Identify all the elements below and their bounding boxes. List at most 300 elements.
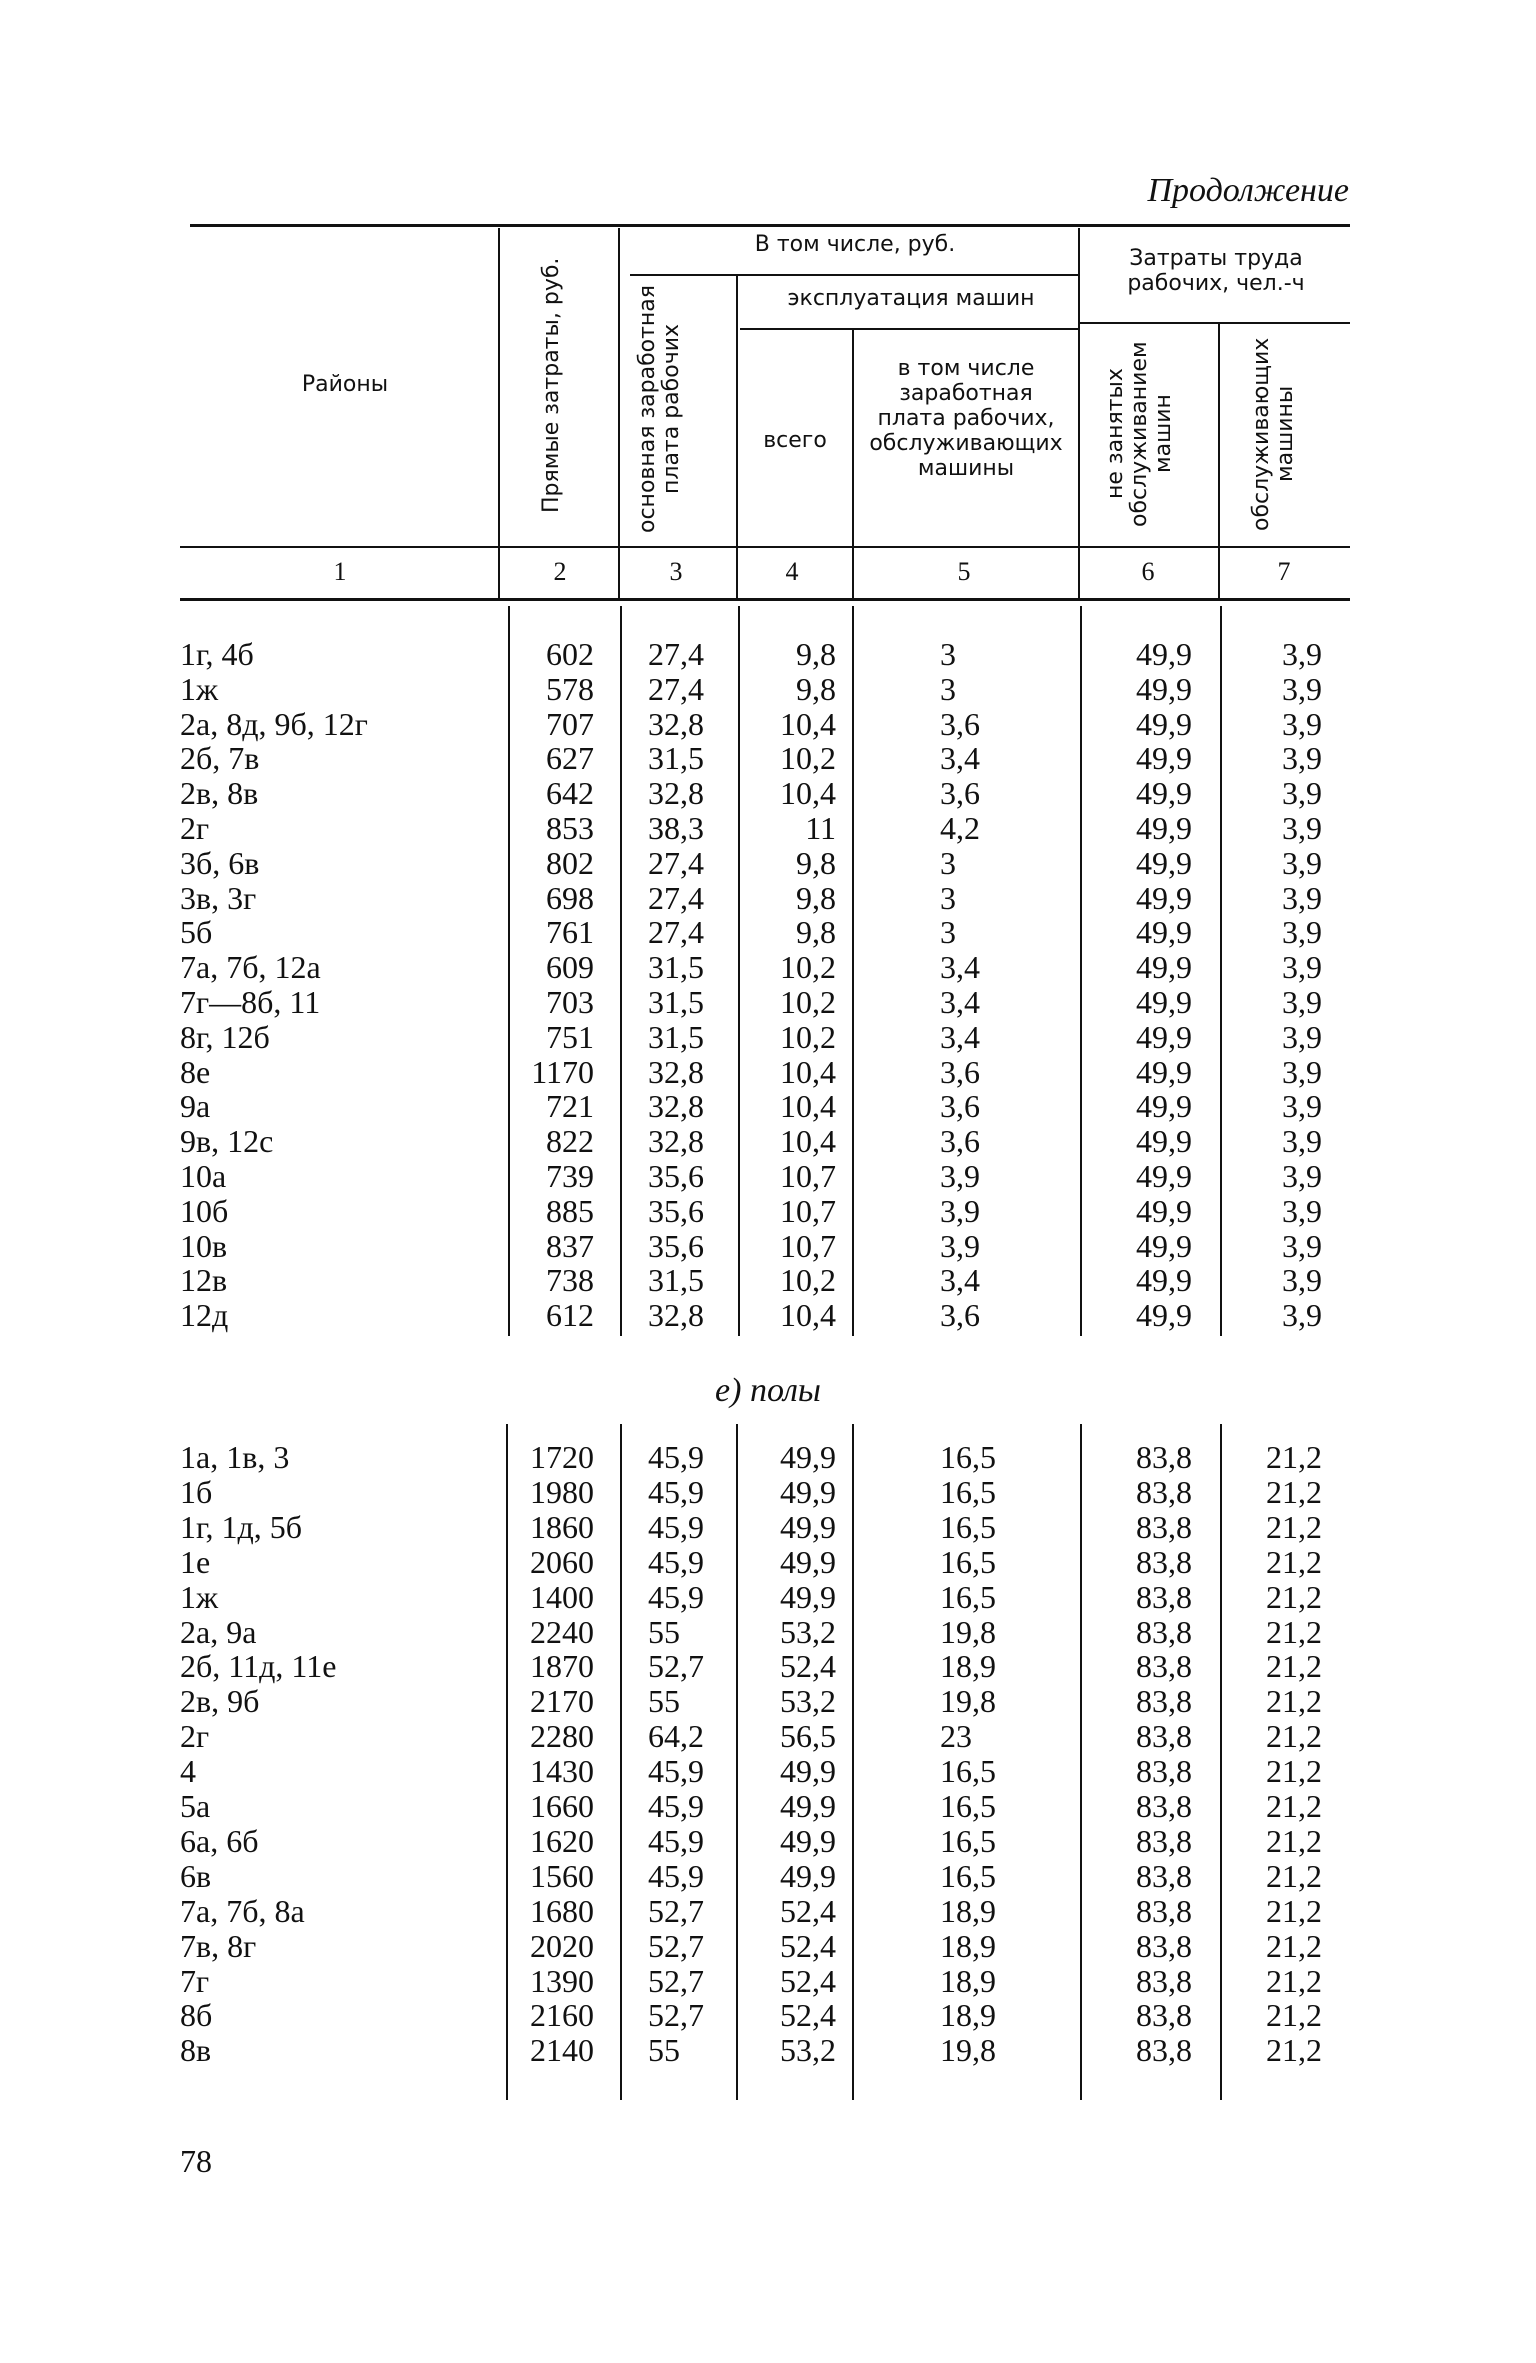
- value-cell-col2: 1430: [530, 1753, 594, 1790]
- value-cell-col3: 32,8: [648, 1088, 704, 1125]
- value-cell-col6: 49,9: [1136, 775, 1192, 812]
- value-cell-col3: 55: [648, 1613, 680, 1650]
- vrule: [1220, 606, 1222, 1336]
- col-number-7: 7: [1277, 557, 1291, 586]
- value-cell-col5: 16,5: [940, 1508, 996, 1545]
- value-cell-col6: 83,8: [1136, 1997, 1192, 2034]
- value-cell-col2: 642: [546, 775, 594, 812]
- vrule: [1078, 228, 1080, 600]
- value-cell-col2: 1390: [530, 1962, 594, 1999]
- value-cell-col5: 18,9: [940, 1927, 996, 1964]
- value-cell-col5: 3: [940, 636, 956, 672]
- value-cell-col7: 3,9: [1282, 1227, 1322, 1264]
- value-cell-col5: 3: [940, 914, 956, 951]
- district-cell: 1ж: [180, 1578, 219, 1615]
- value-cell-col4: 9,8: [796, 879, 836, 916]
- value-cell-col3: 52,7: [648, 1997, 704, 2034]
- value-cell-col7: 21,2: [1266, 1439, 1322, 1475]
- value-cell-col7: 21,2: [1266, 1857, 1322, 1894]
- value-cell-col6: 49,9: [1136, 1297, 1192, 1334]
- value-cell-col6: 49,9: [1136, 1192, 1192, 1229]
- value-cell-col7: 3,9: [1282, 984, 1322, 1020]
- value-cell-col6: 49,9: [1136, 1262, 1192, 1299]
- value-cell-col4: 9,8: [796, 914, 836, 951]
- value-cell-col2: 1980: [530, 1473, 594, 1510]
- header-including: В том числе, руб.: [754, 232, 956, 257]
- value-cell-col7: 3,9: [1282, 844, 1322, 881]
- value-cell-col5: 3,9: [940, 1192, 980, 1229]
- district-cell: 10в: [180, 1227, 228, 1264]
- value-cell-col5: 16,5: [940, 1543, 996, 1580]
- vrule: [1220, 1424, 1222, 2100]
- value-cell-col6: 83,8: [1136, 1962, 1192, 1999]
- value-cell-col2: 1720: [530, 1439, 594, 1475]
- value-cell-col5: 19,8: [940, 1683, 996, 1720]
- value-cell-col5: 16,5: [940, 1439, 996, 1475]
- value-cell-col5: 23: [940, 1718, 972, 1755]
- value-cell-col7: 3,9: [1282, 1053, 1322, 1090]
- value-cell-col4: 10,4: [780, 1053, 836, 1090]
- value-cell-col5: 16,5: [940, 1578, 996, 1615]
- value-cell-col5: 3,9: [940, 1227, 980, 1264]
- value-cell-col4: 49,9: [780, 1753, 836, 1790]
- value-cell-col2: 2140: [530, 2032, 594, 2069]
- value-cell-col3: 45,9: [648, 1822, 704, 1859]
- header-machine-operation: эксплуатация машин: [787, 286, 1035, 311]
- continuation-label: Продолжение: [1147, 172, 1349, 209]
- rule-including: [630, 274, 1080, 276]
- value-cell-col5: 3: [940, 670, 956, 707]
- value-cell-col7: 21,2: [1266, 1788, 1322, 1824]
- district-cell: 12в: [180, 1262, 228, 1299]
- value-cell-col4: 10,7: [780, 1158, 836, 1194]
- value-cell-col3: 27,4: [648, 914, 704, 951]
- value-cell-col5: 19,8: [940, 2032, 996, 2069]
- value-cell-col4: 10,7: [780, 1227, 836, 1264]
- value-cell-col3: 31,5: [648, 984, 704, 1020]
- value-cell-col7: 21,2: [1266, 1578, 1322, 1615]
- value-cell-col7: 3,9: [1282, 1297, 1322, 1334]
- value-cell-col2: 1620: [530, 1822, 594, 1859]
- vrule: [736, 276, 738, 600]
- value-cell-col7: 21,2: [1266, 1753, 1322, 1790]
- value-cell-col7: 21,2: [1266, 2032, 1322, 2069]
- section-2-title: е) полы: [715, 1372, 821, 1409]
- value-cell-col3: 32,8: [648, 1053, 704, 1090]
- value-cell-col5: 4,2: [940, 810, 980, 846]
- rule-labor: [1080, 322, 1350, 324]
- header-basic-wages: основная заработная плата рабочих: [635, 284, 684, 534]
- value-cell-col6: 49,9: [1136, 810, 1192, 846]
- value-cell-col6: 83,8: [1136, 1613, 1192, 1650]
- value-cell-col6: 49,9: [1136, 879, 1192, 916]
- value-cell-col7: 3,9: [1282, 636, 1322, 672]
- value-cell-col2: 1400: [530, 1578, 594, 1615]
- value-cell-col4: 10,4: [780, 775, 836, 812]
- vrule: [498, 228, 500, 600]
- district-cell: 8е: [180, 1053, 211, 1090]
- value-cell-col5: 3,6: [940, 1088, 980, 1125]
- value-cell-col3: 35,6: [648, 1192, 704, 1229]
- district-cell: 3б, 6в: [180, 844, 260, 881]
- value-cell-col7: 3,9: [1282, 1018, 1322, 1055]
- col-number-1: 1: [333, 557, 347, 586]
- value-cell-col7: 21,2: [1266, 1648, 1322, 1685]
- value-cell-col3: 32,8: [648, 775, 704, 812]
- vrule: [1080, 1424, 1082, 2100]
- value-cell-col6: 83,8: [1136, 1753, 1192, 1790]
- value-cell-col2: 739: [546, 1158, 594, 1194]
- value-cell-col3: 45,9: [648, 1753, 704, 1790]
- value-cell-col2: 885: [546, 1192, 594, 1229]
- value-cell-col4: 53,2: [780, 2032, 836, 2069]
- value-cell-col7: 21,2: [1266, 1683, 1322, 1720]
- value-cell-col4: 52,4: [780, 1997, 836, 2034]
- header-not-employed: не занятых обслуживанием машин: [1103, 341, 1176, 527]
- value-cell-col7: 3,9: [1282, 1158, 1322, 1194]
- value-cell-col6: 83,8: [1136, 1683, 1192, 1720]
- value-cell-col4: 52,4: [780, 1648, 836, 1685]
- value-cell-col3: 31,5: [648, 949, 704, 986]
- value-cell-col6: 83,8: [1136, 1578, 1192, 1615]
- vrule: [852, 606, 854, 1336]
- value-cell-col2: 612: [546, 1297, 594, 1334]
- value-cell-col5: 3,4: [940, 984, 980, 1020]
- value-cell-col6: 83,8: [1136, 1508, 1192, 1545]
- value-cell-col6: 49,9: [1136, 1227, 1192, 1264]
- col-number-3: 3: [669, 557, 683, 586]
- value-cell-col3: 45,9: [648, 1473, 704, 1510]
- value-cell-col4: 9,8: [796, 636, 836, 672]
- value-cell-col7: 3,9: [1282, 949, 1322, 986]
- value-cell-col2: 751: [546, 1018, 594, 1055]
- district-cell: 10а: [180, 1158, 227, 1194]
- value-cell-col3: 27,4: [648, 879, 704, 916]
- header-total: всего: [763, 428, 827, 453]
- value-cell-col2: 1870: [530, 1648, 594, 1685]
- value-cell-col4: 10,4: [780, 1088, 836, 1125]
- value-cell-col7: 3,9: [1282, 775, 1322, 812]
- value-cell-col4: 10,4: [780, 1297, 836, 1334]
- value-cell-col5: 16,5: [940, 1473, 996, 1510]
- value-cell-col2: 761: [546, 914, 594, 951]
- value-cell-col2: 853: [546, 810, 594, 846]
- value-cell-col2: 1860: [530, 1508, 594, 1545]
- value-cell-col3: 52,7: [648, 1962, 704, 1999]
- value-cell-col4: 9,8: [796, 670, 836, 707]
- value-cell-col3: 31,5: [648, 740, 704, 777]
- value-cell-col2: 822: [546, 1123, 594, 1160]
- value-cell-col5: 3,4: [940, 949, 980, 986]
- value-cell-col6: 83,8: [1136, 1892, 1192, 1929]
- value-cell-col7: 3,9: [1282, 914, 1322, 951]
- value-cell-col2: 2160: [530, 1997, 594, 2034]
- value-cell-col2: 707: [546, 705, 594, 742]
- district-cell: 9в, 12с: [180, 1123, 274, 1160]
- value-cell-col5: 16,5: [940, 1857, 996, 1894]
- rule-top: [190, 224, 1350, 227]
- value-cell-col5: 18,9: [940, 1648, 996, 1685]
- value-cell-col6: 83,8: [1136, 1927, 1192, 1964]
- district-cell: 7а, 7б, 8а: [180, 1892, 305, 1929]
- value-cell-col5: 19,8: [940, 1613, 996, 1650]
- district-cell: 8в: [180, 2032, 212, 2069]
- value-cell-col5: 18,9: [940, 1997, 996, 2034]
- district-cell: 1е: [180, 1543, 211, 1580]
- value-cell-col6: 83,8: [1136, 1473, 1192, 1510]
- value-cell-col6: 83,8: [1136, 1718, 1192, 1755]
- value-cell-col6: 83,8: [1136, 1648, 1192, 1685]
- col-number-4: 4: [785, 557, 799, 586]
- value-cell-col2: 2060: [530, 1543, 594, 1580]
- district-cell: 2в, 8в: [180, 775, 259, 812]
- value-cell-col4: 49,9: [780, 1578, 836, 1615]
- value-cell-col3: 55: [648, 1683, 680, 1720]
- value-cell-col3: 31,5: [648, 1262, 704, 1299]
- district-cell: 1г, 1д, 5б: [180, 1508, 303, 1545]
- value-cell-col2: 1680: [530, 1892, 594, 1929]
- value-cell-col6: 49,9: [1136, 740, 1192, 777]
- value-cell-col3: 27,4: [648, 636, 704, 672]
- district-cell: 5а: [180, 1788, 211, 1824]
- value-cell-col2: 1560: [530, 1857, 594, 1894]
- vrule: [620, 1424, 622, 2100]
- district-cell: 10б: [180, 1192, 229, 1229]
- col-number-6: 6: [1141, 557, 1155, 586]
- value-cell-col5: 18,9: [940, 1962, 996, 1999]
- value-cell-col4: 10,4: [780, 1123, 836, 1160]
- value-cell-col4: 49,9: [780, 1439, 836, 1475]
- vrule: [852, 330, 854, 600]
- district-cell: 2г: [180, 1718, 210, 1755]
- value-cell-col7: 21,2: [1266, 1613, 1322, 1650]
- value-cell-col3: 32,8: [648, 1123, 704, 1160]
- value-cell-col6: 49,9: [1136, 1088, 1192, 1125]
- value-cell-col7: 21,2: [1266, 1543, 1322, 1580]
- value-cell-col7: 21,2: [1266, 1927, 1322, 1964]
- value-cell-col5: 3,6: [940, 775, 980, 812]
- value-cell-col2: 609: [546, 949, 594, 986]
- value-cell-col7: 21,2: [1266, 1962, 1322, 1999]
- value-cell-col6: 49,9: [1136, 670, 1192, 707]
- value-cell-col2: 802: [546, 844, 594, 881]
- value-cell-col2: 721: [546, 1088, 594, 1125]
- value-cell-col2: 602: [546, 636, 594, 672]
- col-number-5: 5: [957, 557, 971, 586]
- district-cell: 2г: [180, 810, 210, 846]
- value-cell-col2: 2170: [530, 1683, 594, 1720]
- vrule: [508, 606, 510, 1336]
- value-cell-col6: 49,9: [1136, 1053, 1192, 1090]
- value-cell-col7: 21,2: [1266, 1822, 1322, 1859]
- value-cell-col2: 1660: [530, 1788, 594, 1824]
- district-cell: 5б: [180, 914, 213, 951]
- value-cell-col4: 10,2: [780, 1018, 836, 1055]
- value-cell-col6: 83,8: [1136, 2032, 1192, 2069]
- value-cell-col2: 738: [546, 1262, 594, 1299]
- value-cell-col6: 49,9: [1136, 636, 1192, 672]
- value-cell-col7: 3,9: [1282, 740, 1322, 777]
- value-cell-col6: 83,8: [1136, 1788, 1192, 1824]
- value-cell-col4: 10,4: [780, 705, 836, 742]
- district-cell: 3в, 3г: [180, 879, 257, 916]
- district-cell: 8г, 12б: [180, 1018, 270, 1055]
- value-cell-col6: 49,9: [1136, 705, 1192, 742]
- value-cell-col6: 49,9: [1136, 1018, 1192, 1055]
- district-cell: 7г—8б, 11: [180, 984, 321, 1020]
- value-cell-col4: 52,4: [780, 1962, 836, 1999]
- value-cell-col5: 3: [940, 844, 956, 881]
- district-cell: 1б: [180, 1473, 213, 1510]
- value-cell-col6: 49,9: [1136, 949, 1192, 986]
- value-cell-col3: 31,5: [648, 1018, 704, 1055]
- value-cell-col2: 578: [546, 670, 594, 707]
- value-cell-col5: 3,6: [940, 1053, 980, 1090]
- vrule: [620, 606, 622, 1336]
- vrule: [506, 1424, 508, 2100]
- value-cell-col6: 49,9: [1136, 1158, 1192, 1194]
- rule-machines: [740, 328, 1080, 330]
- value-cell-col7: 3,9: [1282, 705, 1322, 742]
- value-cell-col4: 49,9: [780, 1543, 836, 1580]
- value-cell-col6: 83,8: [1136, 1543, 1192, 1580]
- value-cell-col3: 52,7: [648, 1892, 704, 1929]
- value-cell-col7: 3,9: [1282, 810, 1322, 846]
- district-cell: 7г: [180, 1962, 210, 1999]
- district-cell: 2в, 9б: [180, 1683, 260, 1720]
- district-cell: 4: [180, 1753, 196, 1790]
- value-cell-col3: 35,6: [648, 1227, 704, 1264]
- value-cell-col4: 52,4: [780, 1927, 836, 1964]
- value-cell-col5: 3,4: [940, 1018, 980, 1055]
- value-cell-col4: 53,2: [780, 1613, 836, 1650]
- value-cell-col4: 52,4: [780, 1892, 836, 1929]
- header-districts: Районы: [301, 372, 389, 397]
- value-cell-col5: 3,4: [940, 1262, 980, 1299]
- district-cell: 7а, 7б, 12а: [180, 949, 321, 986]
- district-cell: 6в: [180, 1857, 212, 1894]
- value-cell-col7: 3,9: [1282, 879, 1322, 916]
- value-cell-col3: 45,9: [648, 1439, 704, 1475]
- value-cell-col5: 3,6: [940, 1297, 980, 1334]
- value-cell-col2: 2240: [530, 1613, 594, 1650]
- value-cell-col4: 49,9: [780, 1857, 836, 1894]
- value-cell-col6: 49,9: [1136, 1123, 1192, 1160]
- district-cell: 2а, 9а: [180, 1613, 257, 1650]
- value-cell-col2: 627: [546, 740, 594, 777]
- value-cell-col4: 9,8: [796, 844, 836, 881]
- value-cell-col3: 45,9: [648, 1578, 704, 1615]
- value-cell-col2: 2020: [530, 1927, 594, 1964]
- value-cell-col3: 32,8: [648, 705, 704, 742]
- district-cell: 2б, 11д, 11е: [180, 1648, 337, 1685]
- value-cell-col3: 45,9: [648, 1788, 704, 1824]
- header-direct-costs: Прямые затраты, руб.: [539, 257, 564, 513]
- value-cell-col6: 49,9: [1136, 914, 1192, 951]
- value-cell-col4: 10,7: [780, 1192, 836, 1229]
- district-cell: 1г, 4б: [180, 636, 254, 672]
- header-labor-costs: Затраты труда рабочих, чел.-ч: [1127, 246, 1305, 296]
- value-cell-col2: 2280: [530, 1718, 594, 1755]
- header-servicing: обслуживающих машины: [1249, 337, 1298, 531]
- value-cell-col6: 49,9: [1136, 844, 1192, 881]
- value-cell-col5: 18,9: [940, 1892, 996, 1929]
- value-cell-col2: 698: [546, 879, 594, 916]
- value-cell-col4: 49,9: [780, 1822, 836, 1859]
- value-cell-col7: 3,9: [1282, 670, 1322, 707]
- value-cell-col3: 55: [648, 2032, 680, 2069]
- value-cell-col2: 837: [546, 1227, 594, 1264]
- value-cell-col5: 3: [940, 879, 956, 916]
- district-cell: 2а, 8д, 9б, 12г: [180, 705, 368, 742]
- value-cell-col5: 3,9: [940, 1158, 980, 1194]
- rule-numbers: [180, 598, 1350, 601]
- value-cell-col4: 11: [805, 810, 836, 846]
- district-cell: 9а: [180, 1088, 211, 1125]
- value-cell-col3: 52,7: [648, 1927, 704, 1964]
- value-cell-col7: 3,9: [1282, 1192, 1322, 1229]
- value-cell-col7: 21,2: [1266, 1718, 1322, 1755]
- value-cell-col4: 56,5: [780, 1718, 836, 1755]
- value-cell-col6: 83,8: [1136, 1822, 1192, 1859]
- value-cell-col4: 10,2: [780, 1262, 836, 1299]
- value-cell-col4: 10,2: [780, 949, 836, 986]
- page-number: 78: [180, 2143, 212, 2179]
- value-cell-col3: 27,4: [648, 844, 704, 881]
- value-cell-col4: 53,2: [780, 1683, 836, 1720]
- value-cell-col3: 45,9: [648, 1857, 704, 1894]
- col-number-2: 2: [553, 557, 567, 586]
- value-cell-col4: 49,9: [780, 1473, 836, 1510]
- value-cell-col7: 3,9: [1282, 1123, 1322, 1160]
- district-cell: 1ж: [180, 670, 219, 707]
- district-cell: 1а, 1в, 3: [180, 1439, 290, 1475]
- district-cell: 12д: [180, 1297, 229, 1334]
- value-cell-col7: 3,9: [1282, 1262, 1322, 1299]
- vrule: [852, 1424, 854, 2100]
- value-cell-col6: 83,8: [1136, 1439, 1192, 1475]
- vrule: [1080, 606, 1082, 1336]
- value-cell-col6: 83,8: [1136, 1857, 1192, 1894]
- value-cell-col5: 16,5: [940, 1753, 996, 1790]
- value-cell-col3: 27,4: [648, 670, 704, 707]
- district-cell: 6а, 6б: [180, 1822, 259, 1859]
- vrule: [618, 228, 620, 600]
- value-cell-col4: 49,9: [780, 1508, 836, 1545]
- value-cell-col3: 45,9: [648, 1508, 704, 1545]
- value-cell-col5: 16,5: [940, 1822, 996, 1859]
- vrule: [1218, 324, 1220, 600]
- value-cell-col2: 703: [546, 984, 594, 1020]
- value-cell-col3: 38,3: [648, 810, 704, 846]
- value-cell-col5: 3,6: [940, 705, 980, 742]
- vrule: [738, 606, 740, 1336]
- value-cell-col7: 21,2: [1266, 1997, 1322, 2034]
- value-cell-col3: 45,9: [648, 1543, 704, 1580]
- value-cell-col4: 10,2: [780, 984, 836, 1020]
- district-cell: 2б, 7в: [180, 740, 260, 777]
- value-cell-col6: 49,9: [1136, 984, 1192, 1020]
- district-cell: 8б: [180, 1997, 213, 2034]
- vrule: [736, 1424, 738, 2100]
- value-cell-col4: 49,9: [780, 1788, 836, 1824]
- value-cell-col7: 3,9: [1282, 1088, 1322, 1125]
- value-cell-col2: 1170: [531, 1053, 594, 1090]
- rule-header-bottom: [180, 546, 1350, 548]
- value-cell-col3: 64,2: [648, 1718, 704, 1755]
- value-cell-col7: 21,2: [1266, 1473, 1322, 1510]
- district-cell: 7в, 8г: [180, 1927, 257, 1964]
